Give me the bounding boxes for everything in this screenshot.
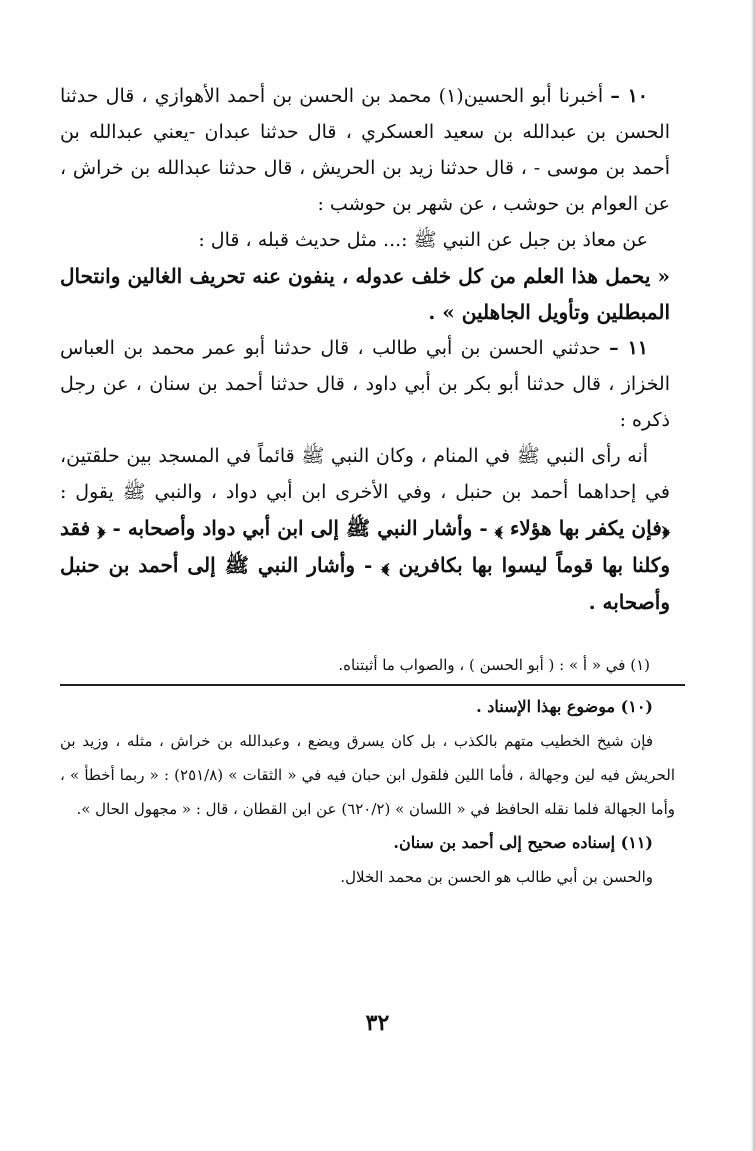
hadith-10-chain: أخبرنا أبو الحسين(١) محمد بن الحسن بن أحمد الأهوازي ، قال حدثنا الحسن بن عبدالله بن سعيد العسكري ، قال حدثنا عبدان -يعني عبدالله بن أحمد بن موسى - ، قال حدثنا زيد بن الحريش ، قال حدثنا عبدالله بن خراش ، عن العوام بن حوشب ، عن شهر بن حوشب : <box>60 85 670 215</box>
note-10-text: فإن شيخ الخطيب متهم بالكذب ، بل كان يسرق ويضع ، وعبدالله بن خراش ، مثله ، وزيد بن الحريش فيه لين وجهالة ، فأما اللين فلقول ابن حبان فيه في « الثقات » (٢٥١/٨) : « ربما أخطأ » ، وأما الجهالة فلما نقله الحافظ في « اللسان » (٦٢٠/٢) عن ابن القطان ، قال : « مجهول الحال ». <box>60 732 675 818</box>
commentary <box>60 690 675 894</box>
hadith-11-body <box>60 438 670 621</box>
note-11-text: والحسن بن أبي طالب هو الحسن بن محمد الخلال. <box>340 868 653 886</box>
hadith-11-number: ١١ – <box>609 337 648 359</box>
hadith-11-isnad <box>60 330 670 438</box>
hadith-10-isnad <box>60 78 670 222</box>
note-11-heading: (١١) إسناده صحيح إلى أحمد بن سنان. <box>393 833 653 852</box>
note-10-heading: (١٠) موضوع بهذا الإسناد . <box>476 697 653 716</box>
hadith-11-matn: ﴿فإن يكفر بها هؤلاء ﴾ - وأشار النبي ﷺ إلى ابن أبي دواد وأصحابه - ﴿ فقد وكلنا بها قوماً ليسوا بها بكافرين ﴾ - وأشار النبي ﷺ إلى أحمد بن حنبل وأصحابه . <box>60 516 670 614</box>
hadith-10-continuation: عن معاذ بن جبل عن النبي ﷺ :... مثل حديث قبله ، قال : <box>198 229 648 251</box>
hadith-10-number: ١٠ – <box>610 85 648 107</box>
footnote-divider <box>60 684 685 686</box>
hadith-11-chain: حدثني الحسن بن أبي طالب ، قال حدثنا أبو عمر محمد بن العباس الخزاز ، قال حدثنا أبو بكر بن أبي داود ، قال حدثنا أحمد بن سنان ، عن رجل ذكره : <box>60 337 670 431</box>
hadith-10-matn: « يحمل هذا العلم من كل خلف عدوله ، ينفون عنه تحريف الغالين وانتحال المبطلين وتأويل الجاهلين » . <box>60 264 670 324</box>
page-edge-shadow <box>751 0 755 1151</box>
main-text <box>60 78 670 621</box>
hadith-11-narration: أنه رأى النبي ﷺ في المنام ، وكان النبي ﷺ قائماً في المسجد بين حلقتين، في إحداهما أحمد بن حنبل ، وفي الأخرى ابن أبي دواد ، والنبي ﷺ يقول : <box>60 445 670 503</box>
footnote-1: (١) في « أ » : ( أبو الحسن ) ، والصواب ما أثبتناه. <box>338 656 650 674</box>
page-number: ٣٢ <box>365 1010 390 1036</box>
